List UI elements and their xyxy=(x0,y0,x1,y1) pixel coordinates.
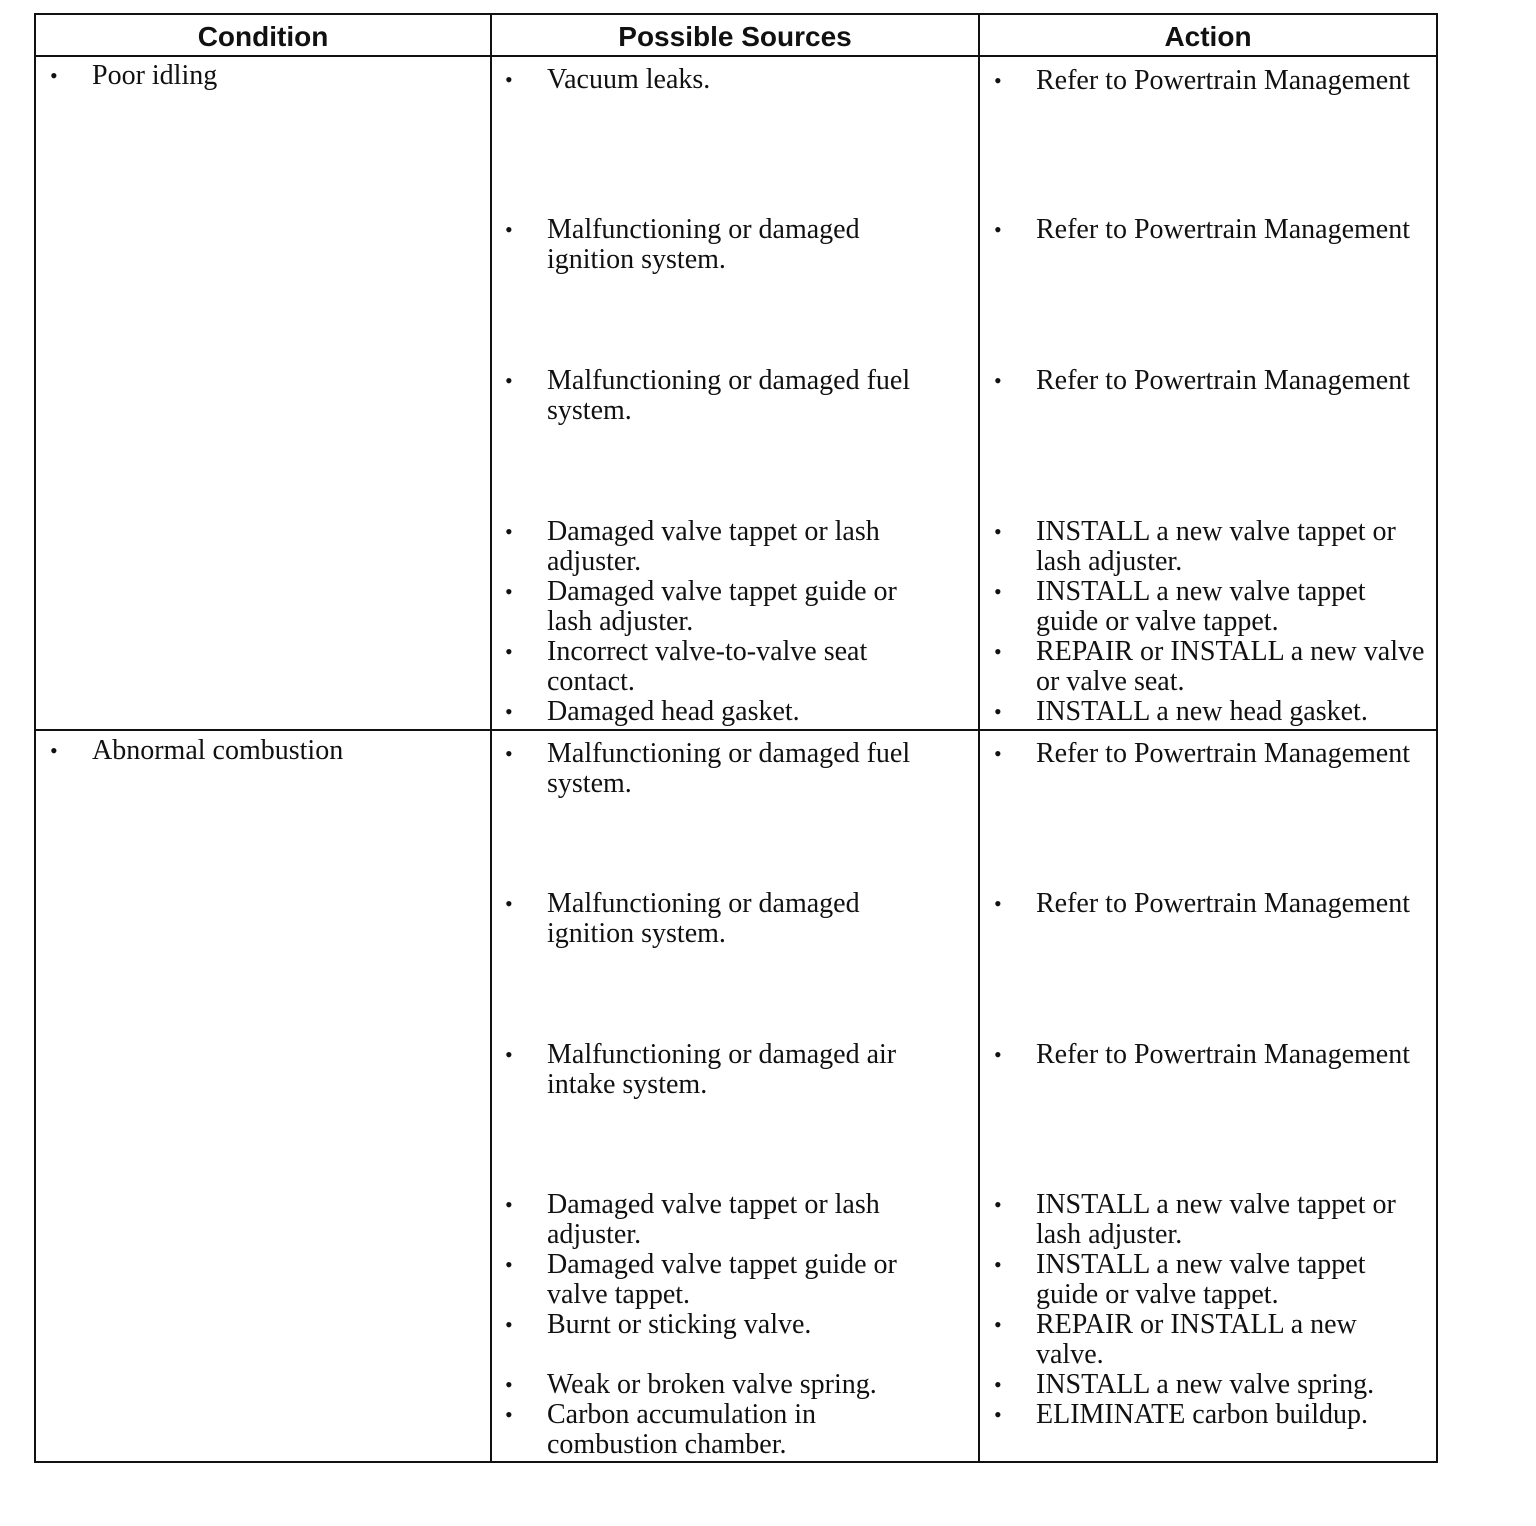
source-text: Burnt or sticking valve. xyxy=(547,1309,812,1340)
source-text: Malfunctioning or damaged fuel system. xyxy=(547,738,911,799)
bullet-icon: • xyxy=(505,1192,513,1217)
bullet-icon: • xyxy=(994,891,1002,916)
source-item xyxy=(505,1189,947,1250)
source-item xyxy=(505,1399,947,1460)
bullet-icon: • xyxy=(994,639,1002,664)
bullet-icon: • xyxy=(994,1252,1002,1277)
source-item xyxy=(505,1309,947,1340)
action-item xyxy=(994,214,1426,245)
bullet-icon: • xyxy=(994,519,1002,544)
action-item xyxy=(994,636,1426,697)
source-item xyxy=(505,214,947,275)
action-item xyxy=(994,696,1426,727)
bullet-icon: • xyxy=(505,1402,513,1427)
bullet-icon: • xyxy=(505,699,513,724)
bullet-icon: • xyxy=(994,1312,1002,1337)
source-item xyxy=(505,576,947,637)
bullet-icon: • xyxy=(994,368,1002,393)
action-item xyxy=(994,1309,1426,1370)
header-action: Action xyxy=(1164,21,1252,52)
action-item xyxy=(994,365,1426,396)
source-item xyxy=(505,1039,947,1100)
bullet-icon: • xyxy=(505,67,513,92)
source-text: Malfunctioning or damaged fuel system. xyxy=(547,365,911,426)
bullet-icon: • xyxy=(50,63,58,88)
source-text: Carbon accumulation in combustion chamber. xyxy=(547,1399,817,1460)
source-item xyxy=(505,636,947,697)
bullet-icon: • xyxy=(994,1372,1002,1397)
condition-abnormal-combustion xyxy=(50,735,472,766)
source-item xyxy=(505,696,947,727)
source-item xyxy=(505,1369,947,1400)
bullet-icon: • xyxy=(505,639,513,664)
source-text: Malfunctioning or damaged air intake system. xyxy=(547,1039,897,1100)
source-item xyxy=(505,365,947,426)
action-text: Refer to Powertrain Management xyxy=(1036,65,1410,96)
action-text: ELIMINATE carbon buildup. xyxy=(1036,1399,1369,1430)
action-text: INSTALL a new valve tappet or lash adjuster. xyxy=(1036,516,1396,577)
source-item xyxy=(505,888,947,949)
bullet-icon: • xyxy=(994,68,1002,93)
action-text: Refer to Powertrain Management xyxy=(1036,888,1410,919)
source-text: Weak or broken valve spring. xyxy=(547,1369,877,1400)
bullet-icon: • xyxy=(505,891,513,916)
bullet-icon: • xyxy=(994,579,1002,604)
row-divider xyxy=(36,729,1436,731)
condition-text: Poor idling xyxy=(92,60,218,91)
bullet-icon: • xyxy=(505,579,513,604)
action-item xyxy=(994,516,1426,577)
action-text: Refer to Powertrain Management xyxy=(1036,738,1410,769)
diagnosis-table xyxy=(34,13,1438,1463)
bullet-icon: • xyxy=(994,1192,1002,1217)
source-text: Damaged valve tappet guide or valve tappet. xyxy=(547,1249,897,1310)
bullet-icon: • xyxy=(994,1402,1002,1427)
source-item xyxy=(505,516,947,577)
bullet-icon: • xyxy=(505,519,513,544)
bullet-icon: • xyxy=(505,1252,513,1277)
source-item xyxy=(505,64,947,95)
column-divider xyxy=(978,15,980,1461)
source-text: Damaged valve tappet guide or lash adjuster. xyxy=(547,576,897,637)
bullet-icon: • xyxy=(505,1312,513,1337)
action-item xyxy=(994,1189,1426,1250)
header-possible-sources: Possible Sources xyxy=(618,21,852,52)
action-text: REPAIR or INSTALL a new valve. xyxy=(1036,1309,1357,1370)
action-text: INSTALL a new valve tappet guide or valve tappet. xyxy=(1036,576,1366,637)
bullet-icon: • xyxy=(994,741,1002,766)
source-text: Damaged head gasket. xyxy=(547,696,800,727)
bullet-icon: • xyxy=(505,217,513,242)
action-text: INSTALL a new valve tappet guide or valve tappet. xyxy=(1036,1249,1366,1310)
action-item xyxy=(994,1369,1426,1400)
action-item xyxy=(994,738,1426,769)
action-text: REPAIR or INSTALL a new valve or valve seat. xyxy=(1036,636,1425,697)
bullet-icon: • xyxy=(505,368,513,393)
action-text: INSTALL a new valve spring. xyxy=(1036,1369,1375,1400)
bullet-icon: • xyxy=(994,699,1002,724)
condition-poor-idling xyxy=(50,60,472,91)
bullet-icon: • xyxy=(994,217,1002,242)
source-item xyxy=(505,1249,947,1310)
bullet-icon: • xyxy=(505,1372,513,1397)
action-item xyxy=(994,65,1426,96)
bullet-icon: • xyxy=(994,1042,1002,1067)
bullet-icon: • xyxy=(505,1042,513,1067)
condition-text: Abnormal combustion xyxy=(92,735,344,766)
action-text: Refer to Powertrain Management xyxy=(1036,1039,1410,1070)
source-text: Malfunctioning or damaged ignition system. xyxy=(547,214,860,275)
bullet-icon: • xyxy=(50,738,58,763)
header-condition: Condition xyxy=(197,21,329,52)
bullet-icon: • xyxy=(505,741,513,766)
action-item xyxy=(994,1249,1426,1310)
source-text: Incorrect valve-to-valve seat contact. xyxy=(547,636,868,697)
column-divider xyxy=(490,15,492,1461)
action-text: Refer to Powertrain Management xyxy=(1036,365,1410,396)
source-text: Damaged valve tappet or lash adjuster. xyxy=(547,1189,880,1250)
action-item xyxy=(994,1039,1426,1070)
source-text: Malfunctioning or damaged ignition system. xyxy=(547,888,860,949)
source-text: Damaged valve tappet or lash adjuster. xyxy=(547,516,880,577)
action-text: Refer to Powertrain Management xyxy=(1036,214,1410,245)
source-item xyxy=(505,738,947,799)
action-item xyxy=(994,1399,1426,1430)
action-item xyxy=(994,576,1426,637)
action-text: INSTALL a new valve tappet or lash adjuster. xyxy=(1036,1189,1396,1250)
action-text: INSTALL a new head gasket. xyxy=(1036,696,1368,727)
source-text: Vacuum leaks. xyxy=(547,64,711,95)
action-item xyxy=(994,888,1426,919)
